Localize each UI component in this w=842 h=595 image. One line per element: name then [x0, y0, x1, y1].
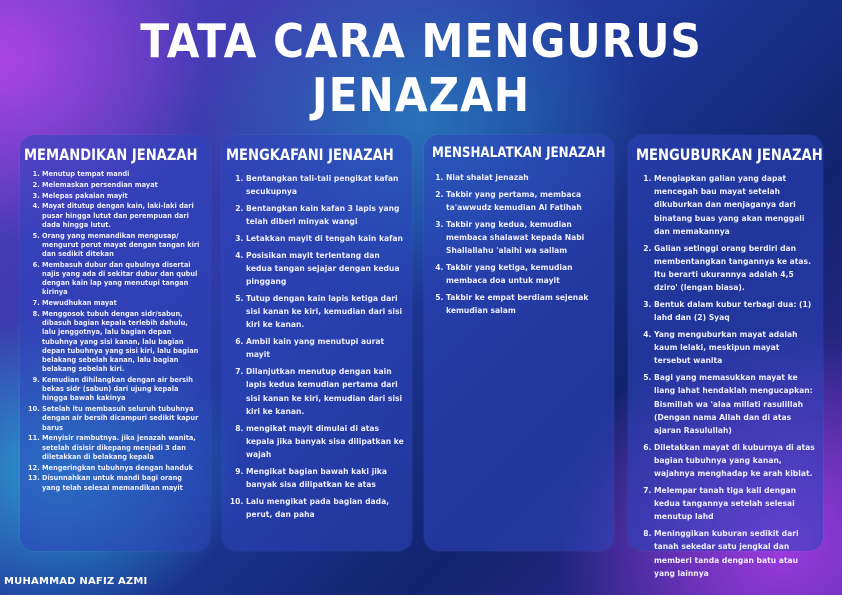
list-item: 2. Takbir yang pertama, membaca ta'awwudz kemudian Al Fatihah — [446, 188, 606, 214]
list-item: 1. Bentangkan tali-tali pengikat kafan secukupnya — [246, 172, 404, 198]
steps-list — [20, 170, 210, 493]
list-item: 6. Membasuh dubur dan qubulnya disertai najis yang ada di sekitar dubur dan qubul dengan kain lap yang menutupi tangan kirinya — [42, 261, 202, 298]
list-item: 4. Mayat ditutup dengan kain, laki-laki dari pusar hingga lutut dan perempuan dari dada hingga lutut. — [42, 202, 202, 230]
list-item: 8. Meninggikan kuburan sedikit dari tanah sekedar satu jengkal dan memberi tanda dengan batu atau yang lainnya — [654, 527, 815, 580]
list-item: 3. Bentuk dalam kubur terbagi dua: (1) lahd dan (2) Syaq — [654, 298, 815, 324]
list-item: 7. Dilanjutkan menutup dengan kain lapis kedua kemudian pertama dari sisi kanan ke kiri, kemudian dari sisi kiri ke kanan. — [246, 365, 404, 418]
list-item: 7. Melempar tanah tiga kali dengan kedua tangannya setelah selesai menutup lahd — [654, 484, 815, 524]
list-item: 5. Takbir ke empat berdiam sejenak kemudian salam — [446, 291, 606, 317]
card-menguburkan — [628, 135, 823, 578]
list-item: 5. Bagi yang memasukkan mayat ke liang lahat hendaklah mengucapkan: Bismillah wa 'alaa millati rasulillah (Dengan nama Allah dan di atas ajaran Rasulullah) — [654, 371, 815, 437]
list-item: 2. Bentangkan kain kafan 3 lapis yang telah diberi minyak wangi — [246, 202, 404, 228]
list-item: 8. Menggosok tubuh dengan sidr/sabun, dibasuh bagian kepala terlebih dahulu, lalu jenggotnya, lalu bagian depan tubuhnya yang sisi kanan, lalu bagian depan tubuhnya yang sisi kiri, lalu bagian belakang sebelah kanan, lalu bagian belakang sebelah kiri. — [42, 310, 202, 374]
list-item: 9. Mengikat bagian bawah kaki jika banyak sisa dilipatkan ke atas — [246, 465, 404, 491]
list-item: 4. Yang menguburkan mayat adalah kaum lelaki, meskipun mayat tersebut wanita — [654, 328, 815, 368]
page-title: TATA CARA MENGURUS JENAZAH — [140, 14, 702, 122]
author-credit: MUHAMMAD NAFIZ AZMI — [4, 576, 148, 587]
card-heading: MENSHALATKAN JENAZAH — [432, 145, 606, 161]
list-item: 1. Menutup tempat mandi — [42, 170, 202, 179]
card-mengkafani — [222, 135, 412, 551]
list-item: 4. Posisikan mayit terlentang dan kedua tangan sejajar dengan kedua pinggang — [246, 249, 404, 289]
list-item: 5. Tutup dengan kain lapis ketiga dari sisi kanan ke kiri, kemudian dari sisi kiri ke kanan. — [246, 292, 404, 332]
list-item: 10. Lalu mengikat pada bagian dada, perut, dan paha — [246, 495, 404, 521]
list-item: 6. Ambil kain yang menutupi aurat mayit — [246, 335, 404, 361]
steps-list — [222, 172, 412, 521]
list-item: 2. Melemaskan persendian mayat — [42, 181, 202, 190]
list-item: 12. Mengeringkan tubuhnya dengan handuk — [42, 464, 202, 473]
list-item: 2. Galian setinggi orang berdiri dan membentangkan tangannya ke atas. Itu berarti ukurannya adalah 4,5 dziro' (lengan biasa). — [654, 242, 815, 295]
list-item: 6. Diletakkan mayat di kuburnya di atas bagian tubuhnya yang kanan, wajahnya menghadap ke arah kiblat. — [654, 441, 815, 481]
list-item: 5. Orang yang memandikan mengusap/ mengurut perut mayat dengan tangan kiri dan sedikit ditekan — [42, 232, 202, 260]
card-memandikan — [20, 135, 210, 551]
steps-list — [424, 171, 614, 317]
list-item: 3. Takbir yang kedua, kemudian membaca shalawat kepada Nabi Shallallahu 'alaihi wa sallam — [446, 218, 606, 258]
list-item: 3. Letakkan mayit di tengah kain kafan — [246, 232, 404, 245]
list-item: 4. Takbir yang ketiga, kemudian membaca doa untuk mayit — [446, 261, 606, 287]
list-item: 9. Kemudian dihilangkan dengan air bersih bekas sidr (sabun) dari ujung kepala hingga bawah kakinya — [42, 376, 202, 404]
list-item: 3. Melepas pakaian mayit — [42, 192, 202, 201]
list-item: 10. Setelah itu membasuh seluruh tubuhnya dengan air bersih dicampuri sedikit kapur barus — [42, 405, 202, 433]
card-heading: MENGUBURKAN JENAZAH — [636, 145, 823, 164]
card-menshalatkan — [424, 135, 614, 551]
list-item: 1. Niat shalat jenazah — [446, 171, 606, 184]
list-item: 1. Mengiapkan galian yang dapat mencegah bau mayat setelah dikuburkan dan menjaganya dari binatang buas yang akan menggali dan memakannya — [654, 172, 815, 238]
card-heading: MENGKAFANI JENAZAH — [226, 145, 394, 164]
list-item: 8. mengikat mayit dimulai di atas kepala jika banyak sisa dilipatkan ke wajah — [246, 422, 404, 462]
list-item: 13. Disunnahkan untuk mandi bagi orang yang telah selesai memandikan mayit — [42, 474, 202, 492]
list-item: 7. Mewudhukan mayat — [42, 299, 202, 308]
steps-list — [628, 172, 823, 580]
card-heading: MEMANDIKAN JENAZAH — [24, 145, 198, 164]
list-item: 11. Menyisir rambutnya. jika jenazah wanita, setelah disisir dikepang menjadi 3 dan diletakkan di belakang kepala — [42, 434, 202, 462]
